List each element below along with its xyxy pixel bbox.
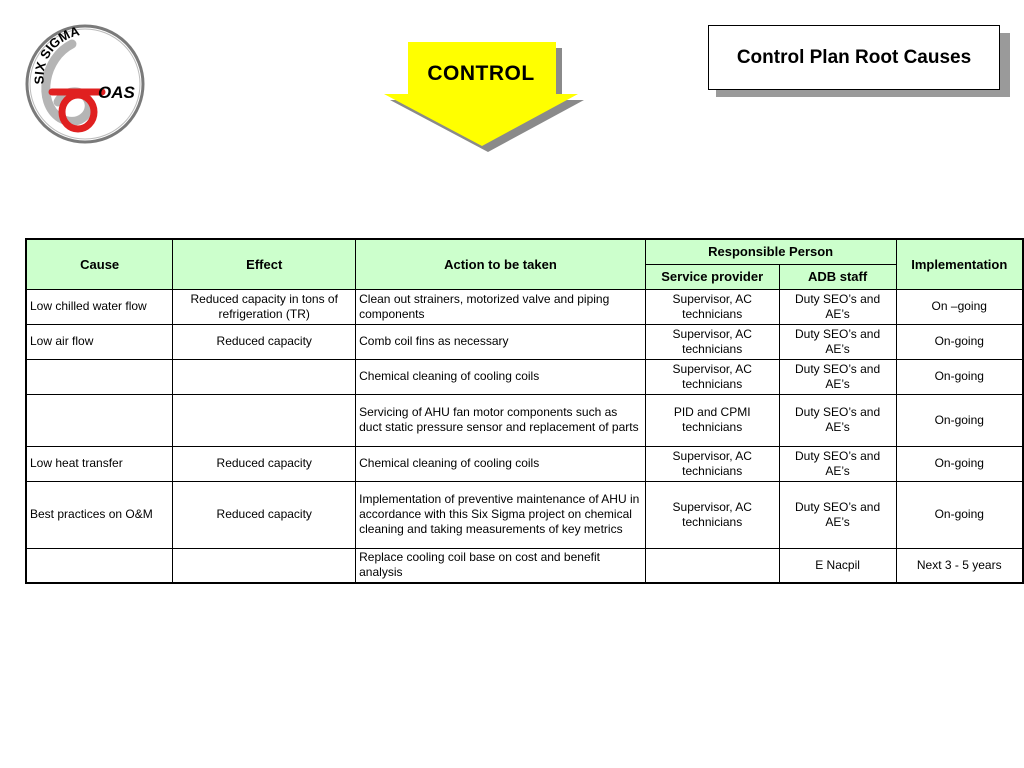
- six-sigma-oas-logo: [22, 22, 148, 146]
- cell-adb-staff: Duty SEO’s and AE’s: [779, 394, 896, 446]
- cell-effect: Reduced capacity: [173, 324, 356, 359]
- cell-action: Replace cooling coil base on cost and benefit analysis: [356, 548, 646, 583]
- cell-action: Comb coil fins as necessary: [356, 324, 646, 359]
- control-plan-table: [25, 238, 1024, 584]
- cell-action: Servicing of AHU fan motor components such as duct static pressure sensor and replacement of parts: [356, 394, 646, 446]
- cell-adb-staff: Duty SEO’s and AE’s: [779, 324, 896, 359]
- cell-implementation: Next 3 - 5 years: [896, 548, 1023, 583]
- cell-cause: [26, 548, 173, 583]
- page-title: Control Plan Root Causes: [736, 46, 972, 68]
- header-cause: Cause: [26, 239, 173, 289]
- header-adb-staff: ADB staff: [779, 264, 896, 289]
- cell-implementation: On-going: [896, 359, 1023, 394]
- table-row: [26, 324, 1023, 359]
- header-effect: Effect: [173, 239, 356, 289]
- header-service-provider: Service provider: [645, 264, 779, 289]
- cell-effect: [173, 394, 356, 446]
- cell-service-provider: [645, 548, 779, 583]
- cell-effect: Reduced capacity in tons of refrigeration (TR): [173, 289, 356, 324]
- table-row: [26, 446, 1023, 481]
- cell-implementation: On –going: [896, 289, 1023, 324]
- cell-implementation: On-going: [896, 481, 1023, 548]
- cell-service-provider: Supervisor, AC technicians: [645, 324, 779, 359]
- cell-service-provider: PID and CPMI technicians: [645, 394, 779, 446]
- header-implementation: Implementation: [896, 239, 1023, 289]
- control-arrow-icon: [384, 40, 584, 152]
- header-action: Action to be taken: [356, 239, 646, 289]
- cell-cause: Low air flow: [26, 324, 173, 359]
- cell-cause: [26, 394, 173, 446]
- cell-action: Chemical cleaning of cooling coils: [356, 359, 646, 394]
- cell-cause: Best practices on O&M: [26, 481, 173, 548]
- table-row: [26, 359, 1023, 394]
- cell-effect: [173, 359, 356, 394]
- logo-top-text: SIX SIGMA: [31, 23, 81, 85]
- cell-adb-staff: E Nacpil: [779, 548, 896, 583]
- table-row: [26, 289, 1023, 324]
- header-responsible-person: Responsible Person: [645, 239, 896, 264]
- cell-service-provider: Supervisor, AC technicians: [645, 289, 779, 324]
- cell-adb-staff: Duty SEO’s and AE’s: [779, 289, 896, 324]
- table-row: [26, 548, 1023, 583]
- cell-adb-staff: Duty SEO’s and AE’s: [779, 481, 896, 548]
- cell-cause: Low chilled water flow: [26, 289, 173, 324]
- cell-implementation: On-going: [896, 394, 1023, 446]
- cell-service-provider: Supervisor, AC technicians: [645, 481, 779, 548]
- table-row: [26, 394, 1023, 446]
- cell-action: Chemical cleaning of cooling coils: [356, 446, 646, 481]
- control-label: CONTROL: [427, 62, 535, 85]
- logo-side-text: OAS: [98, 83, 135, 102]
- cell-effect: [173, 548, 356, 583]
- cell-action: Implementation of preventive maintenance of AHU in accordance with this Six Sigma project on chemical cleaning and taking measurements of key metrics: [356, 481, 646, 548]
- cell-effect: Reduced capacity: [173, 481, 356, 548]
- cell-adb-staff: Duty SEO’s and AE’s: [779, 359, 896, 394]
- title-box: [708, 25, 1000, 90]
- cell-service-provider: Supervisor, AC technicians: [645, 446, 779, 481]
- cell-cause: [26, 359, 173, 394]
- cell-service-provider: Supervisor, AC technicians: [645, 359, 779, 394]
- cell-adb-staff: Duty SEO’s and AE’s: [779, 446, 896, 481]
- cell-action: Clean out strainers, motorized valve and piping components: [356, 289, 646, 324]
- cell-cause: Low heat transfer: [26, 446, 173, 481]
- cell-implementation: On-going: [896, 446, 1023, 481]
- cell-effect: Reduced capacity: [173, 446, 356, 481]
- cell-implementation: On-going: [896, 324, 1023, 359]
- table-row: [26, 481, 1023, 548]
